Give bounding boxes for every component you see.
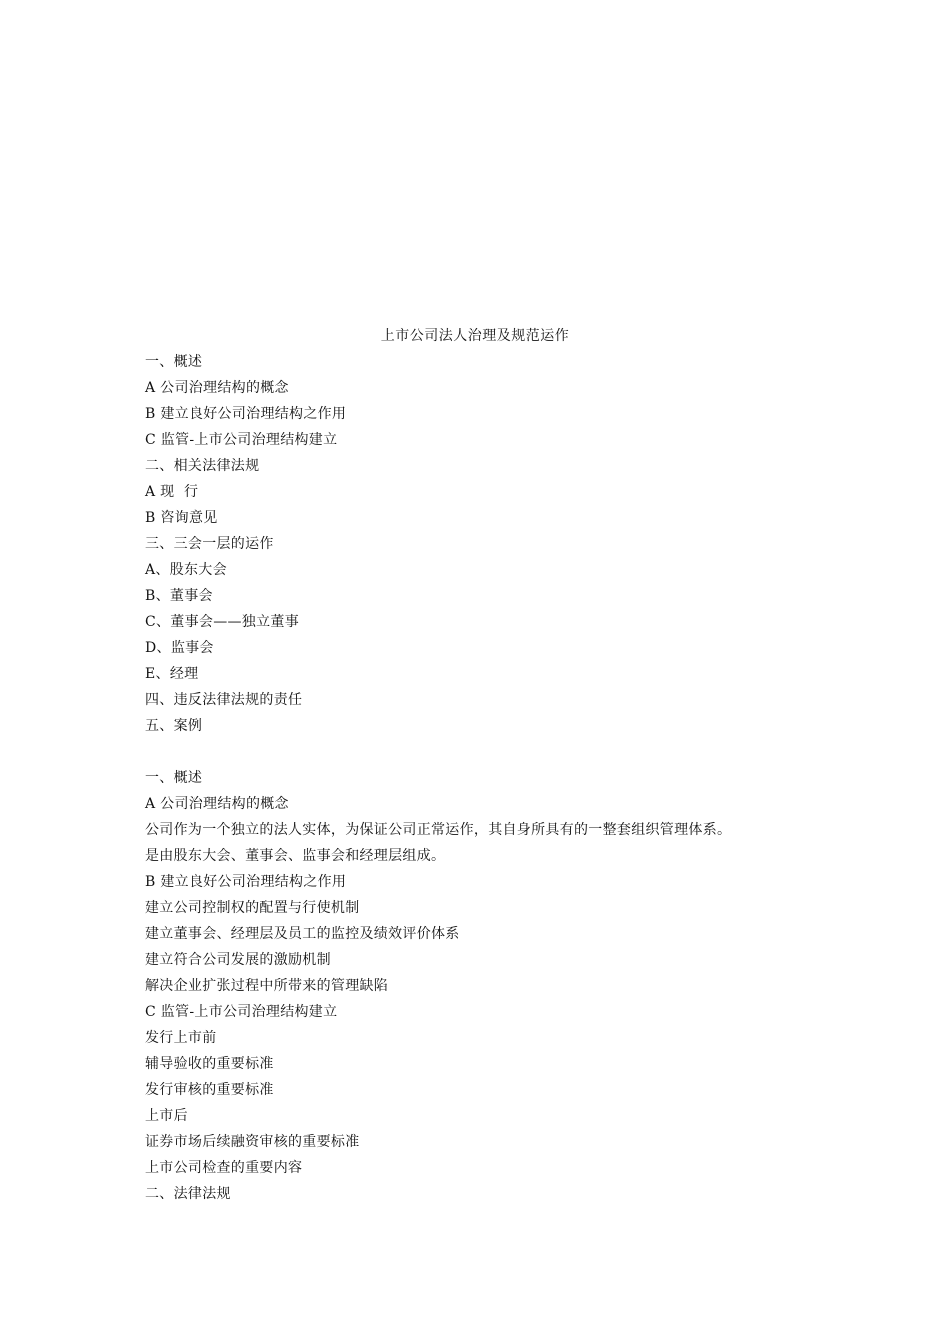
outline-item: 三、三会一层的运作 [145, 536, 274, 552]
outline-item: A 公司治理结构的概念 [145, 380, 289, 396]
body-line: 建立董事会、经理层及员工的监控及绩效评价体系 [145, 926, 460, 942]
body-line: 上市公司检查的重要内容 [145, 1160, 303, 1176]
body-line: 发行审核的重要标准 [145, 1082, 274, 1098]
body-line: 是由股东大会、董事会、监事会和经理层组成。 [145, 848, 446, 864]
body-line: B 建立良好公司治理结构之作用 [145, 874, 347, 890]
outline-item: 五、案例 [145, 718, 203, 734]
body-line: 二、法律法规 [145, 1186, 231, 1202]
body-line: A 公司治理结构的概念 [145, 796, 289, 812]
outline-item: B、董事会 [145, 588, 213, 604]
body-line: 解决企业扩张过程中所带来的管理缺陷 [145, 978, 389, 994]
outline-item: B 建立良好公司治理结构之作用 [145, 406, 347, 422]
outline-item: C 监管-上市公司治理结构建立 [145, 432, 338, 448]
outline-item: 一、概述 [145, 354, 203, 370]
outline-item: B 咨询意见 [145, 510, 218, 526]
outline-item: A 现 行 [145, 484, 199, 500]
outline-item: 四、违反法律法规的责任 [145, 692, 303, 708]
body-line: 发行上市前 [145, 1030, 217, 1046]
body-line: 公司作为一个独立的法人实体，为保证公司正常运作，其自身所具有的一整套组织管理体系。 [145, 822, 732, 838]
body-line: 一、概述 [145, 770, 203, 786]
document-content [145, 352, 865, 1210]
body-line: 证券市场后续融资审核的重要标准 [145, 1134, 360, 1150]
body-line: 建立符合公司发展的激励机制 [145, 952, 331, 968]
body-section [145, 768, 865, 1210]
outline-item: 二、相关法律法规 [145, 458, 260, 474]
outline-item: E、经理 [145, 666, 199, 682]
body-line: 建立公司控制权的配置与行使机制 [145, 900, 360, 916]
body-line: 辅导验收的重要标准 [145, 1056, 274, 1072]
outline-section [145, 352, 865, 742]
outline-item: D、监事会 [145, 640, 214, 656]
body-line: 上市后 [145, 1108, 188, 1124]
outline-item: C、董事会——独立董事 [145, 614, 300, 630]
body-line: C 监管-上市公司治理结构建立 [145, 1004, 338, 1020]
outline-item: A、股东大会 [145, 562, 227, 578]
document-title: 上市公司法人治理及规范运作 [380, 328, 570, 344]
section-spacer [145, 742, 865, 768]
